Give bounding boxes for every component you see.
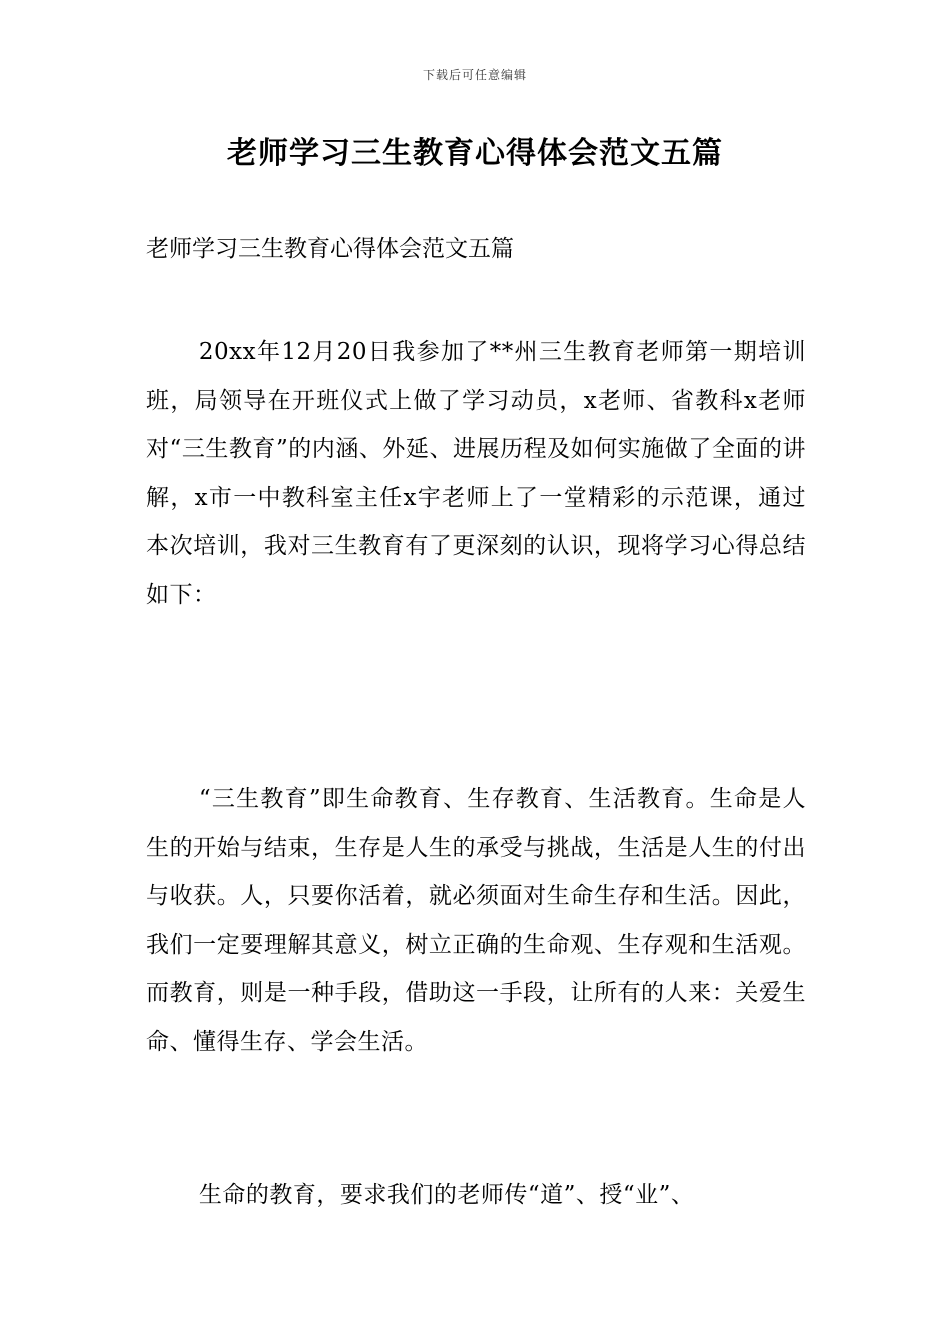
document-subtitle: 老师学习三生教育心得体会范文五篇 bbox=[146, 236, 514, 262]
document-title: 老师学习三生教育心得体会范文五篇 bbox=[227, 136, 723, 171]
paragraph-2: “三生教育”即生命教育、生存教育、生活教育。生命是人生的开始与结束，生存是人生的承受与挑战，生活是人生的付出与收获。人，只要你活着，就必须面对生命生存和生活。因此，我们一定要理解其意义，树立正确的生命观、生存观和生活观。而教育，则是一种手段，借助这一手段，让所有的人来：关爱生命、懂得生存、学会生活。 bbox=[146, 786, 806, 1055]
paragraph-3: 生命的教育，要求我们的老师传“道”、授“业”、 bbox=[198, 1182, 695, 1208]
paragraph-1: 20xx年12月20日我参加了**州三生教育老师第一期培训班，局领导在开班仪式上做了学习动员，x老师、省教科x老师对“三生教育”的内涵、外延、进展历程及如何实施做了全面的讲解，x市一中教科室主任x宇老师上了一堂精彩的示范课，通过本次培训，我对三生教育有了更深刻的认识，现将学习心得总结如下： bbox=[146, 339, 806, 608]
header-note: 下载后可任意编辑 bbox=[422, 68, 527, 82]
